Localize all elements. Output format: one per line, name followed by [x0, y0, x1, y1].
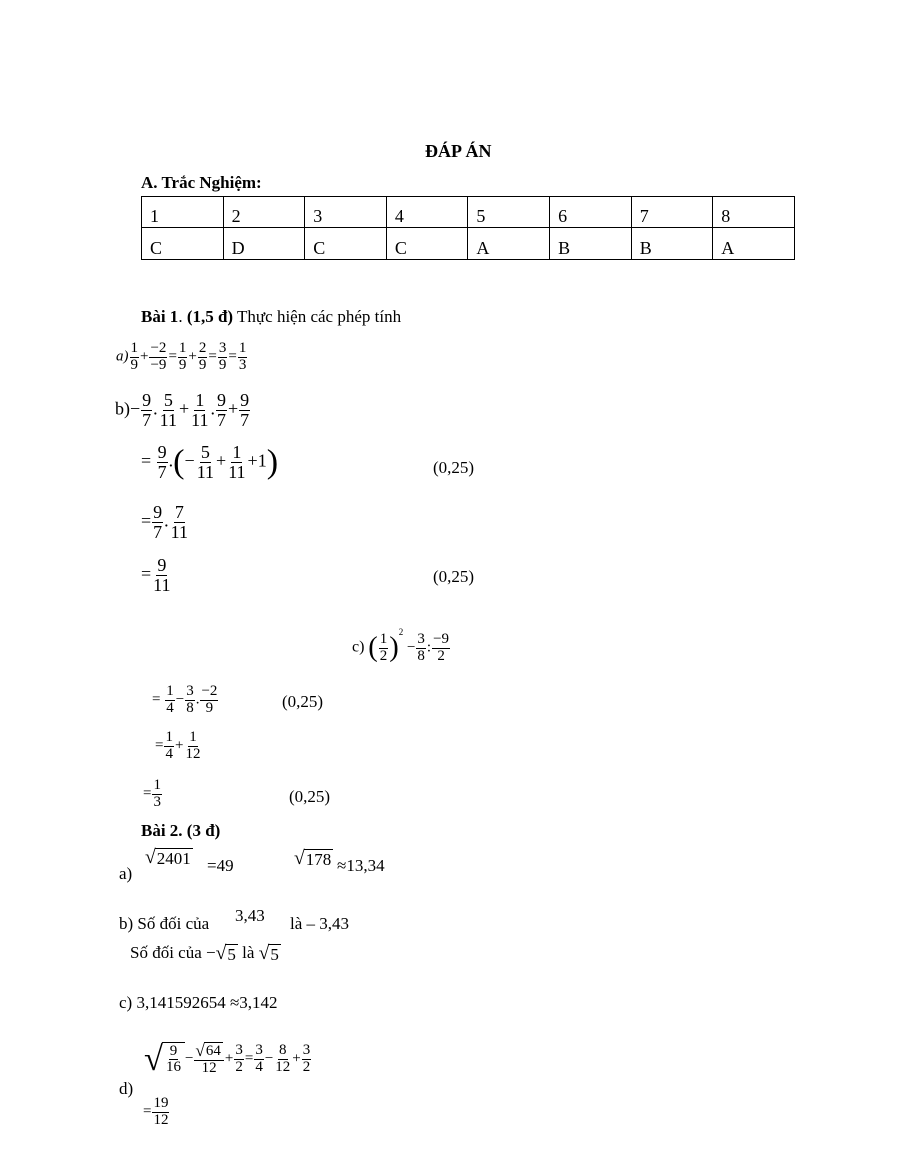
bai1-c-line1: c) ( $\frac{1}{2}$ )$^2$ − $\frac{3}{8}$ : $\frac{-9}{2}$ — [352, 627, 450, 664]
bai2-d-label: d) — [119, 1079, 134, 1098]
score: (0,25) — [282, 692, 324, 711]
bai2-b2-mid: là — [242, 943, 255, 962]
bai1-instruction: Thực hiện các phép tính — [237, 307, 402, 326]
section-a-heading: A. Trắc Nghiệm: — [141, 173, 262, 192]
bai1-points: (1,5 đ) — [186, 307, 234, 326]
bai2-b-suffix: là – 3,43 — [290, 914, 350, 933]
bai2-b-line1 — [119, 914, 209, 934]
bai2-a-expression — [145, 847, 193, 869]
answer-cell: A — [468, 228, 550, 260]
answer-table-answer-row — [142, 228, 795, 260]
answer-cell: D — [223, 228, 305, 260]
bai1-c-label: c) — [352, 638, 365, 656]
question-number: 7 — [631, 197, 713, 228]
answer-table — [141, 196, 795, 260]
bai1-heading: Bài 1. (1,5 đ) Thực hiện các phép tính — [141, 307, 402, 326]
question-number: 6 — [550, 197, 632, 228]
bai1-a-label: a) — [116, 348, 129, 365]
bai2-a-label: a) — [119, 864, 133, 883]
score: (0,25) — [433, 567, 475, 586]
answer-cell: C — [386, 228, 468, 260]
bai1-c-line4: = $\frac{1}{3}$ — [143, 777, 161, 810]
question-number: 8 — [713, 197, 795, 228]
answer-cell: B — [550, 228, 632, 260]
answer-cell: A — [713, 228, 795, 260]
bai2-b-line2: Số đối của − √ 5 là √ 5 — [130, 942, 279, 964]
bai2-c-line: c) 3,141592654 ≈3,142 — [119, 993, 278, 1012]
bai2-heading: Bài 2. (3 đ) — [141, 821, 221, 840]
score: (0,25) — [433, 458, 475, 477]
bai1-a-expression: a) $\frac{1}{9}$ + $\frac{-2}{-9}$ = $\frac{1}{9}$ + $\frac{2}{9}$ = $\frac{3}{9}$ = $\frac{1}{3}$ — [116, 340, 247, 373]
answer-cell: B — [631, 228, 713, 260]
bai2-d-result: = $\frac{19}{12}$ — [143, 1095, 169, 1128]
bai1-c-line2: = $\frac{1}{4}$ − $\frac{3}{8}$ . $\frac{-2}{9}$ — [152, 683, 218, 716]
bai2-a-result2: ≈13,34 — [337, 856, 385, 875]
bai2-b-value: 3,43 — [235, 906, 265, 925]
question-number: 2 — [223, 197, 305, 228]
bai1-b-line2: = $\frac{9}{7}$ .(− $\frac{5}{11}$ + $\frac{1}{11}$ +1) — [141, 442, 279, 482]
bai2-b-prefix: b) Số đối của — [119, 914, 210, 933]
answer-table-header-row — [142, 197, 795, 228]
bai2-a-sqrt2: √ 178 — [294, 847, 332, 869]
answer-cell: C — [305, 228, 387, 260]
bai1-b-line3: = $\frac{9}{7}$ . $\frac{7}{11}$ — [141, 502, 188, 542]
bai2-a-result1: =49 — [207, 856, 234, 875]
question-number: 5 — [468, 197, 550, 228]
question-number: 1 — [142, 197, 224, 228]
bai2-b2-prefix: Số đối của — [130, 943, 202, 962]
bai1-title: Bài 1 — [141, 307, 179, 326]
bai1-b-label: b) — [115, 398, 130, 419]
bai2-d-expression: √ 9 16 − √ 64 12 + $\frac{3}{2}$ = $\frac{3}{4}$ − $\frac{8}{12}$ + $\frac{3}{2}$ — [144, 1040, 311, 1078]
answer-cell: C — [142, 228, 224, 260]
page-title: ĐÁP ÁN — [425, 141, 492, 161]
bai1-c-line3: = $\frac{1}{4}$ + $\frac{1}{12}$ — [155, 729, 201, 762]
score: (0,25) — [289, 787, 331, 806]
bai1-b-line4: = $\frac{9}{11}$ — [141, 555, 171, 595]
sqrt-2401: √ 2401 — [145, 846, 191, 868]
bai1-b-line1: b)− $\frac{9}{7}$ . $\frac{5}{11}$ + $\frac{1}{11}$ . $\frac{9}{7}$ + $\frac{9}{7}$ — [115, 390, 250, 430]
question-number: 3 — [305, 197, 387, 228]
question-number: 4 — [386, 197, 468, 228]
